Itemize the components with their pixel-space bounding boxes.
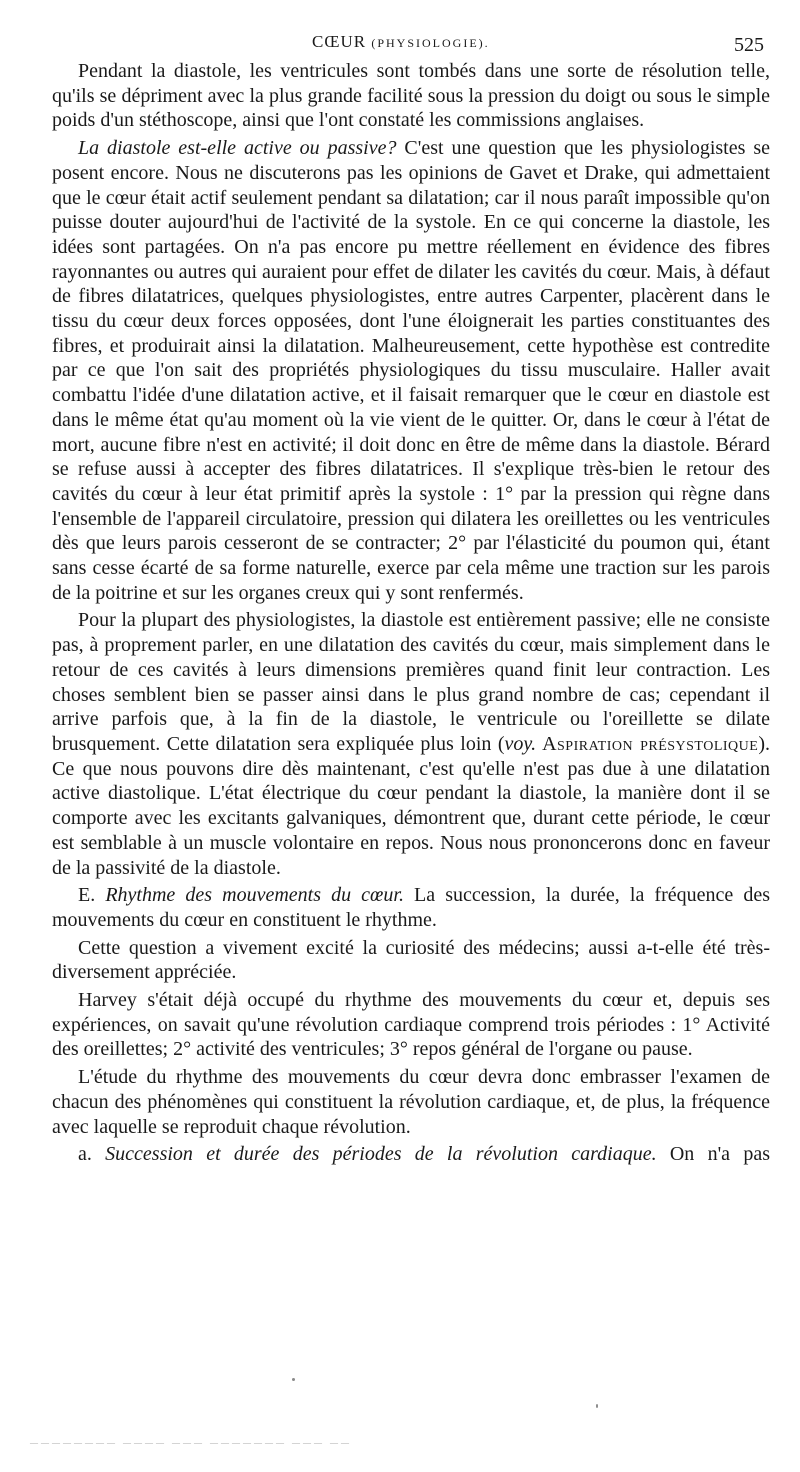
paragraph-body: On n'a pas — [656, 1143, 770, 1166]
paragraph-body-start: Pour la plupart des physiologistes, la diastole est entièrement passive; elle ne consiste pas, à proprement parler, en une dilatation des cavités du cœur, mais simplement dans le retour de ces cavités à leurs dimensions premières quand finit leur contraction. Les choses semblent bien se passer ainsi dans le plus grand nombre de cas; cependant il arrive parfois que, à la fin de la diastole, le ventricule ou l'oreillette se dilate brusquement. Cette dilatation sera expliquée plus loin ( — [52, 609, 770, 755]
scan-footer-mark: ———————— ———— ——— ——————— ——— —— — [30, 1438, 352, 1447]
section-title-italic: Rhythme des mouvements du cœur. — [105, 884, 404, 907]
subsection-title-italic: Succession et durée des périodes de la révolution cardiaque. — [105, 1143, 657, 1166]
subsection-heading-succession — [52, 1142, 770, 1167]
subsection-marker: a. — [78, 1143, 92, 1166]
paragraph-etude-rhythme: L'étude du rhythme des mouvements du cœur devra donc embrasser l'examen de chacun des phénomènes qui constituent la révolution cardiaque, et, de plus, la fréquence avec laquelle se reproduit chaque révolution. — [52, 1066, 770, 1138]
ink-speck — [596, 1404, 598, 1408]
page-number: 525 — [734, 34, 764, 56]
section-heading-rhythme — [52, 883, 770, 932]
paragraph-diastole-passive — [52, 608, 770, 880]
paragraph-diastole-resolution: Pendant la diastole, les ventricules sont tombés dans une sorte de résolution telle, qu'ils se dépriment avec la plus grande facilité sous la pression du doigt ou sous le simple poids d'un stéthoscope, ainsi que l'ont constaté les commissions anglaises. — [52, 60, 770, 132]
ink-speck — [292, 1378, 295, 1381]
paragraph-lead-italic: La diastole est-elle active ou passive? — [78, 137, 397, 160]
paragraph-body-end: ). Ce que nous pouvons dire dès maintenant, c'est qu'elle n'est pas due à une dilatation active diastolique. L'état électrique du cœur pendant la diastole, la manière dont il se comporte avec les excitants galvaniques, démontrent que, durant cette période, le cœur est semblable à un muscle volontaire en repos. Nous nous prononcerons donc en faveur de la passivité de la diastole. — [52, 732, 770, 879]
paragraph-diastole-active-passive — [52, 136, 770, 605]
paragraph-body: C'est une question que les physiologistes se posent encore. Nous ne discuterons pas les opinions de Gavet et Drake, qui admettaient que le cœur était actif seulement pendant sa dilatation; car il nous paraît impossible qu'on puisse douter aujourd'hui de l'activité de la systole. En ce qui concerne la diastole, les idées sont partagées. On n'a pas encore pu mettre réellement en évidence des fibres rayonnantes ou autres qui auraient pour effet de dilater les cavités du cœur. Mais, à défaut de fibres dilatatrices, quelques physiologistes, entre autres Carpenter, placèrent dans le tissu du cœur deux forces opposées, dont l'une éloignerait les parties constituantes des fibres, et produirait ainsi la dilatation. Malheureusement, cette hypothèse est contredite par ce que l'on sait des propriétés physiologiques du tissu musculaire. Haller avait combattu l'idée d'une dilatation active, et il faisait remarquer que le cœur en diastole est dans le même état qu'au moment où la vie vient de le quitter. Or, dans le cœur à l'état de mort, aucune fibre n'est en activité; il doit donc en être de même dans la diastole. Bérard se refuse aussi à accepter des fibres dilatatrices. Il s'explique très-bien le retour des cavités du cœur à leur état primitif après la systole : 1° par la pression qui règne dans l'ensemble de l'appareil circulatoire, pression qui dilatera les oreillettes ou les ventricules dès que leurs parois cesseront de se contracter; 2° par l'élasticité du poumon qui, étant sans cesse écarté de sa forme naturelle, exerce par cela même une traction sur les parois de la poitrine et sur les organes creux qui y sont renfermés. — [52, 137, 770, 604]
paragraph-body: La succession, la durée, la fréquence des mouvements du cœur en constituent le rhythme. — [52, 884, 770, 931]
page-header — [0, 30, 800, 58]
paragraph-harvey: Harvey s'était déjà occupé du rhythme des mouvements du cœur et, depuis ses expériences, on savait qu'une révolution cardiaque comprend trois périodes : 1° Activité des oreillettes; 2° activité des ventricules; 3° repos général de l'organe ou pause. — [52, 989, 770, 1061]
section-marker: E. — [78, 884, 96, 907]
running-head-subtitle: (PHYSIOLOGIE). — [371, 36, 490, 50]
cross-reference-target: Aspiration présystolique — [536, 732, 759, 755]
running-head-title: CŒUR — [312, 32, 367, 51]
cross-reference-voy: voy. — [504, 732, 537, 755]
body-text — [52, 59, 770, 1167]
running-head — [312, 32, 490, 52]
paragraph-curiosite: Cette question a vivement excité la curiosité des médecins; aussi a-t-elle été très-diversement appréciée. — [52, 936, 770, 984]
